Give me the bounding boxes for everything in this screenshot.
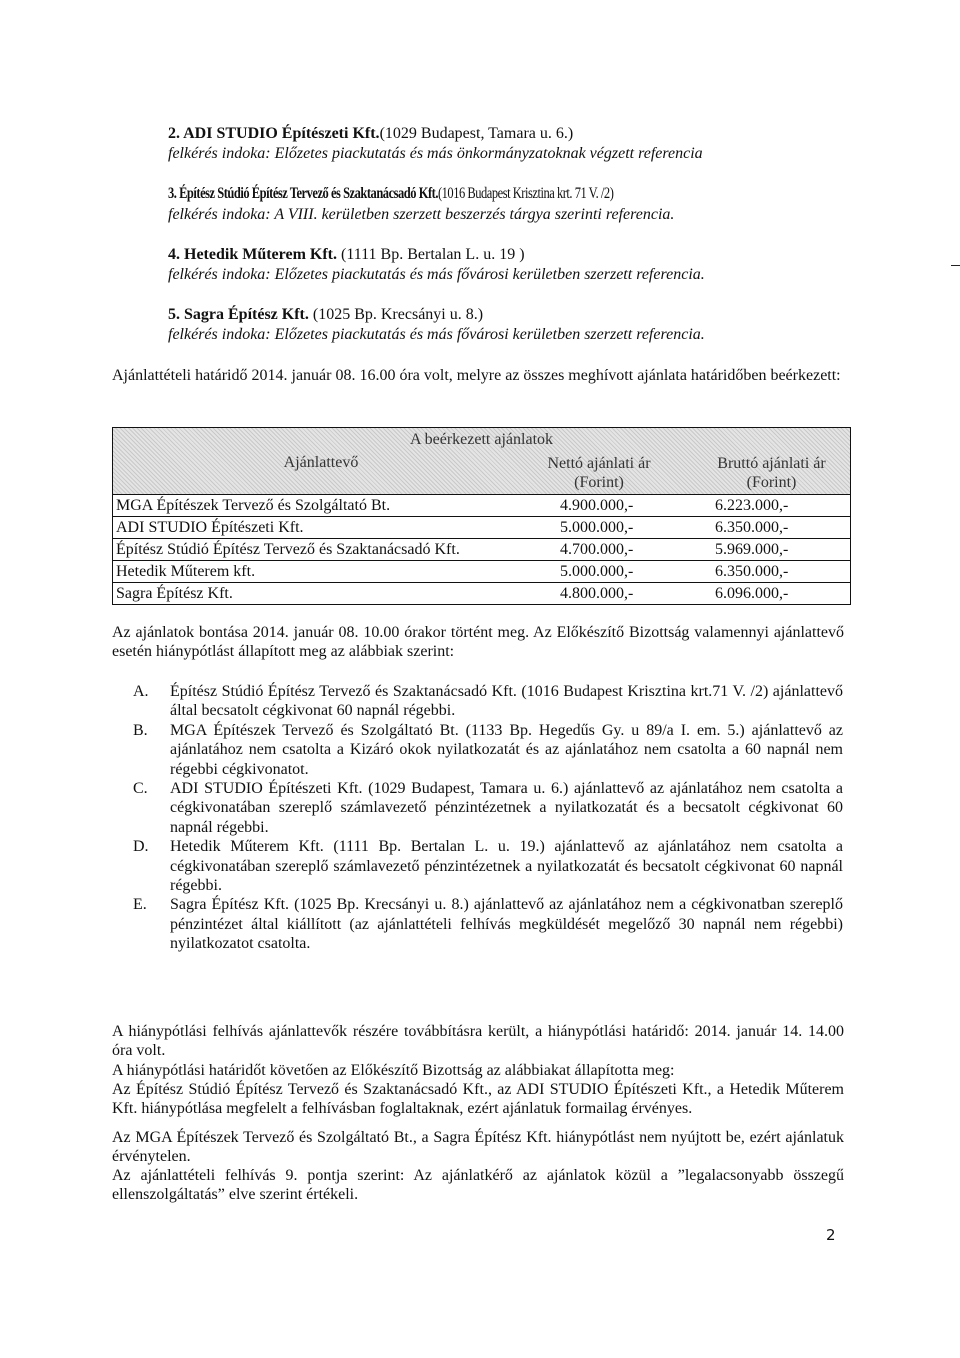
cell-bidder: Építész Stúdió Építész Tervező és Szaktanácsadó Kft. [116, 541, 460, 558]
section-4-title: 4. Hetedik Műterem Kft. [168, 246, 337, 263]
table-row [113, 495, 850, 517]
cell-net: 4.800.000,- [560, 585, 634, 602]
table-row [113, 561, 850, 583]
cell-gross: 6.350.000,- [715, 519, 789, 536]
list-item [133, 837, 843, 895]
cell-gross: 5.969.000,- [715, 541, 789, 558]
section-2-address: (1029 Budapest, Tamara u. 6.) [379, 125, 574, 142]
list-item-text: Hetedik Műterem Kft. (1111 Bp. Bertalan L. u. 19.) ajánlattevő az ajánlatához nem csatolta a cégkivonatában szereplő számlavezető pénzintézetnek a nyilatkozatát és becsatolt cégkivonat 60 napnál régebbi. [170, 838, 843, 895]
table-row [113, 583, 850, 604]
cell-bidder: MGA Építészek Tervező és Szolgáltató Bt. [116, 497, 391, 514]
section-5-reason: felkérés indoka: Előzetes piackutatás és más fővárosi kerületben szerzett referencia. [168, 326, 705, 343]
forward-paragraph: A hiánypótlási felhívás ajánlattevők részére továbbításra került, a hiánypótlási határidő: 2014. január 14. 14.00 óra volt. [112, 1023, 844, 1059]
section-5-title: 5. Sagra Építész Kft. [168, 306, 309, 323]
cell-net: 4.900.000,- [560, 497, 634, 514]
header-gross-price: Bruttó ajánlati ár (Forint) [717, 455, 826, 491]
opening-paragraph: Az ajánlatok bontása 2014. január 08. 10.00 órakor történt meg. Az Előkészítő Bizottság valamennyi ajánlattevő esetén hiánypótlást állapított meg az alábbiak szerint: [112, 624, 844, 660]
section-2-reason: felkérés indoka: Előzetes piackutatás és más önkormányzatoknak végzett referencia [168, 145, 703, 162]
section-4-address: (1111 Bp. Bertalan L. u. 19 ) [337, 246, 525, 263]
section-5-address: (1025 Bp. Krecsányi u. 8.) [308, 306, 484, 323]
header-bidder: Ajánlattevő [283, 454, 359, 471]
valid-bids-paragraph: Az Építész Stúdió Építész Tervező és Szaktanácsadó Kft., az ADI STUDIO Építészeti Kft., a Hetedik Műterem Kft. hiánypótlása megfelelt a felhívásban foglaltaknak, ezért ajánlatuk formailag érvényes. [112, 1081, 844, 1117]
list-item-letter: C. [133, 780, 148, 798]
invalid-bids-paragraph: Az MGA Építészek Tervező és Szolgáltató Bt., a Sagra Építész Kft. hiánypótlást nem nyújtott be, ezért ajánlatuk érvénytelen. [112, 1129, 844, 1165]
section-3-title: 3. Építész Stúdió Építész Tervező és Szaktanácsadó Kft. [168, 185, 438, 202]
cell-bidder: Hetedik Műterem kft. [116, 563, 256, 580]
cell-gross: 6.223.000,- [715, 497, 789, 514]
section-3-address: (1016 Budapest Krisztina krt. 71 V. /2) [437, 185, 614, 202]
section-3-heading [168, 184, 848, 204]
list-item-text: MGA Építészek Tervező és Szolgáltató Bt. (1133 Bp. Hegedűs Gy. u 89/a I. em. 5.) ajánlattevő az ajánlatához nem csatolta a Kizáró okok nyilatkozatát és az ajánlatához nem csatolta a 60 napnál nem régebbi cégkivonatot. [170, 721, 843, 778]
page-number: 2 [826, 1226, 836, 1244]
list-item-text: Építész Stúdió Építész Tervező és Szaktanácsadó Kft. (1016 Budapest Krisztina krt.71 V. /2) ajánlattevő által becsatolt cégkivonat 60 napnál régebbi. [170, 683, 843, 720]
cell-gross: 6.096.000,- [715, 585, 789, 602]
list-item [133, 779, 843, 837]
offers-table-header [113, 428, 850, 495]
list-item [133, 721, 843, 779]
table-row [113, 539, 850, 561]
deadline-paragraph: Ajánlattételi határidő 2014. január 08. 16.00 óra volt, melyre az összes meghívott ajánlata határidőben beérkezett: [112, 367, 841, 384]
section-2-title: 2. ADI STUDIO Építészeti Kft. [168, 125, 380, 142]
section-5-heading [168, 305, 848, 325]
after-deadline-paragraph: A hiánypótlási határidőt követően az Előkészítő Bizottság az alábbiakat állapította meg: [112, 1062, 675, 1079]
list-item [133, 682, 843, 721]
cell-net: 5.000.000,- [560, 519, 634, 536]
deficiency-list [133, 682, 843, 954]
header-net-price: Nettó ajánlati ár (Forint) [547, 455, 651, 491]
list-item-letter: A. [133, 683, 149, 700]
list-item-letter: E. [133, 896, 147, 914]
section-2-heading [168, 124, 848, 144]
evaluation-paragraph: Az ajánlattételi felhívás 9. pontja szerint: Az ajánlatkérő az ajánlatok közül a ”legalacsonyabb összegű ellenszolgáltatás” elve szerint értékeli. [112, 1167, 844, 1203]
cell-net: 5.000.000,- [560, 563, 634, 580]
list-item-text: ADI STUDIO Építészeti Kft. (1029 Budapest, Tamara u. 6.) ajánlattevő az ajánlatához nem csatolta a cégkivonatában szereplő számlavezető pénzintézetnek a nyilatkozatát és a becsatolt cégkivonat 60 napnál régebbi. [170, 780, 843, 836]
section-4-heading [168, 245, 848, 265]
cell-gross: 6.350.000,- [715, 563, 789, 580]
list-item [133, 895, 843, 953]
edge-mark [951, 265, 960, 266]
table-row [113, 517, 850, 539]
list-item-letter: D. [133, 838, 149, 856]
section-4-reason: felkérés indoka: Előzetes piackutatás és más fővárosi kerületben szerzett referencia. [168, 266, 705, 283]
cell-bidder: Sagra Építész Kft. [116, 585, 233, 602]
section-3-reason: felkérés indoka: A VIII. kerületben szerzett beszerzés tárgya szerinti referencia. [168, 206, 675, 223]
list-item-letter: B. [133, 721, 148, 739]
offers-table [112, 427, 851, 605]
cell-net: 4.700.000,- [560, 541, 634, 558]
list-item-text: Sagra Építész Kft. (1025 Bp. Krecsányi u. 8.) ajánlattevő az ajánlatához nem a cégkivonatban szereplő pénzintézet által kiállított (az ajánlattételi felhívás megküldését megelőző 30 napnál nem régebbi) nyilatkozatot csatolta. [170, 896, 843, 953]
cell-bidder: ADI STUDIO Építészeti Kft. [116, 519, 304, 536]
offers-table-caption: A beérkezett ajánlatok [409, 431, 554, 448]
